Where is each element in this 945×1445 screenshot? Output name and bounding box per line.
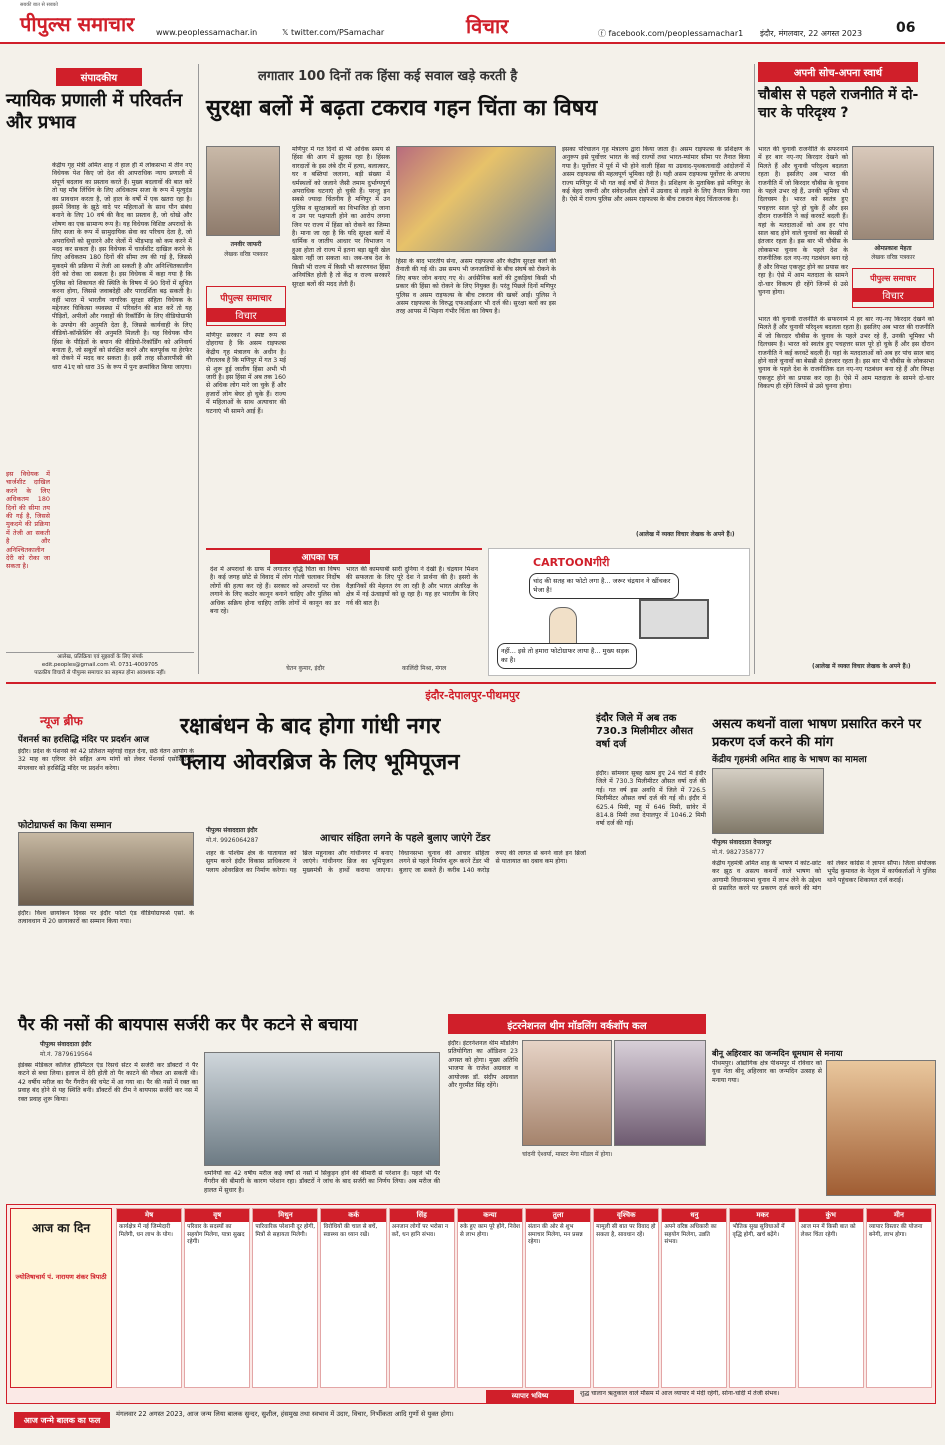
editorial-label: संपादकीय bbox=[56, 68, 142, 86]
sign-text: अनजान लोगों पर भरोसा न करें, धन हानि संभव। bbox=[391, 1224, 449, 1238]
twitter-icon: 𝕏 bbox=[282, 28, 291, 37]
masthead bbox=[0, 0, 945, 44]
main-title-2: फ्लाय ओवरब्रिज के लिए भूमिपूजन bbox=[180, 750, 460, 775]
speech-byline: पीपुल्स संवाददाता देपालपुर bbox=[712, 839, 772, 846]
sign-card bbox=[729, 1208, 795, 1388]
city-band: इंदौर-देपालपुर-पीथमपुर bbox=[425, 689, 520, 702]
sign-text: कार्यक्षेत्र में नई जिम्मेदारी मिलेगी, धन लाभ के योग। bbox=[119, 1224, 173, 1238]
band-rule bbox=[6, 682, 936, 684]
sign-card bbox=[866, 1208, 932, 1388]
sign-text: संतान की ओर से शुभ समाचार मिलेगा, मन प्रसन्न रहेगा। bbox=[527, 1224, 583, 1246]
author-photo bbox=[206, 146, 280, 236]
main-subhead: आचार संहिता लगने के पहले बुलाए जाएंगे टेंडर bbox=[320, 833, 491, 844]
lead-col2: मणिपुर में गत दिनों से भी अधिक समय से हिंसा की आग में झुलस रहा है। हिंसक वारदातों के इस लंबे दौर में हत्या, बलात्कार, घर व बस्तियां जलाना, बड़ी संख्या में धर्मस्थलों को जलाने जैसी तमाम दुर्भाग्यपूर्ण अपराधिक घटनाएं हो चुकी हैं। परन्तु इन सबसे ज्यादा चिंतनीय है मणिपुर में उन पुलिस व सुरक्षाबलों का विभाजित हो जाना व उन पर पक्षपाती होने का आरोप लगना जिन पर राज्य में हिंसा को रोकने का जिम्मा है। माना जा रहा है कि यदि सुरक्षा बलों में धार्मिक व जातीय आधार पर विभाजन न हुआ होता तो राज्य में इतना बड़ा खूनी खेल खेला नहीं जा सकता था। जब-जब देश के किसी भी राज्य में किसी भी कारणवश हिंसा अनियंत्रित होती है तो केंद्र व राज्य सरकारें सुरक्षा बलों की मदद लेती हैं। bbox=[292, 146, 390, 288]
logo: पीपुल्स समाचार bbox=[20, 12, 135, 36]
twitter-link[interactable]: 𝕏 twitter.com/PSamachar bbox=[282, 28, 385, 37]
divider bbox=[198, 64, 199, 674]
sign-name: मेष bbox=[117, 1209, 181, 1222]
right-strip: अपनी सोच-अपना स्वार्थ bbox=[758, 62, 918, 82]
biz-text: शुद्ध चालान ऋतुकाल वाले मौसम में आज व्यापार में मंदी रहेगी, सोना-चांदी में तेजी संभव। bbox=[580, 1390, 780, 1397]
facebook-link[interactable]: ⓕ facebook.com/peoplessamachar1 bbox=[598, 29, 744, 38]
sign-name: वृश्चिक bbox=[594, 1209, 658, 1222]
brief1-title: पेंशनर्स का हरसिद्धि मंदिर पर प्रदर्शन आज bbox=[18, 735, 149, 745]
lead-author: तनवीर जाफरी bbox=[230, 241, 262, 248]
letter-2: भारत की कामयाबी सारी दुनिया ने देखी है। चंद्रयान मिशन की सफलता के लिए पूरे देश ने प्रार्थना की है। इसरो के वैज्ञानिकों की मेहनत रंग ला रही है और भारत अंतरिक्ष के क्षेत्र में नई ऊंचाइयों को छू रहा है। यह हर भारतीय के लिए गर्व की बात है। bbox=[346, 566, 478, 607]
right-body: भारत की चुनावी राजनीति के सफरनामे में हर बार नए-नए किरदार देखने को मिलते हैं और चुनावी परिदृश्य बदलता रहता है। इसलिए अब भारत की राजनीति में जो किरदार चौबीस के चुनाव के पहले उभर रहे हैं, उनकी भूमिका भी दिलचस्प है। भारत को स्वतंत्र हुए पचहत्तर साल पूरे हो चुके हैं और इस दौरान राजनीति ने कई करवटें बदली हैं। यहां के मतदाताओं को अब हर पांच साल बाद होने वाले चुनावों का बेसब्री से इंतजार रहता है। इस बार भी चौबीस के लोकसभा चुनाव के पहले देश के राजनीतिक दल नए-नए गठबंधन बना रहे हैं और विपक्ष एकजुट होने का प्रयास कर रहा है। ऐसे में आम मतदाता के सामने दो-चार विकल्प ही रहेंगे जिनमें से उसे चुनना होगा। bbox=[758, 316, 934, 391]
sign-text: व्यापार विस्तार की योजना बनेगी, लाभ होगा। bbox=[868, 1224, 923, 1238]
brief-label: न्यूज ब्रीफ bbox=[40, 714, 83, 728]
model-title: इंटरनेशनल थीम मॉडलिंग वर्कशॉप कल bbox=[448, 1014, 706, 1034]
right-inline-logo: पीपुल्स समाचार विचार bbox=[852, 268, 934, 308]
lead-col4: इसका परिचालन गृह मंत्रालय द्वारा किया जाता है। असम राइफल्स के प्रशिक्षण के अनुरूप इसे पूर्वोत्तर भारत के कई राज्यों तथा भारत-म्यांमार सीमा पर तैनात किया गया है। पूर्वोत्तर में पूर्व में भी होने वाली हिंसा या उग्रवाद-पृथकतावादी आंदोलनों में असम राइफल्स की महत्वपूर्ण भूमिका रही है। यही असम राइफल्स पूर्वोत्तर के अपराध राज्य मणिपुर में भी गत कई वर्षों से तैनात है। प्रशिक्षण के मुताबिक इसे मणिपुर के कई बेहद जरूरी और संवेदनशील क्षेत्रों में उग्रवाद से लड़ने के लिए तैनात किया गया है। ऐसे में राज्य पुलिस और असम राइफल्स के बीच टकराव बेहद चिंताजनक है। bbox=[562, 146, 750, 204]
right-author-photo bbox=[852, 146, 934, 240]
sign-name: मीन bbox=[867, 1209, 931, 1222]
footer-disclaimer: पाठकीय विचारों से पीपुल्स समाचार का सहमत होना आवश्यक नहीं। bbox=[34, 670, 166, 676]
sign-card bbox=[184, 1208, 250, 1388]
model-caption: चांदनी ऐश्वर्या, मास्टर मेगा मॉडल में होगा। bbox=[522, 1151, 613, 1158]
horoscope-side bbox=[10, 1208, 112, 1388]
rain-title: इंदौर जिले में अब तक 730.3 मिलीमीटर औसत वर्षा दर्ज bbox=[596, 713, 693, 750]
horoscope-title: आज का दिन bbox=[32, 1221, 90, 1235]
sign-card bbox=[320, 1208, 386, 1388]
lead-title: सुरक्षा बलों में बढ़ता टकराव गहन चिंता का विषय bbox=[206, 96, 598, 121]
surgery-byline: पीपुल्स संवाददाता इंदौर bbox=[40, 1041, 92, 1048]
pith-title: बीनू अहिरवार का जन्मदिन धूमधाम से मनाया bbox=[712, 1049, 843, 1058]
cartoon-monitor bbox=[639, 599, 709, 639]
sign-card bbox=[661, 1208, 727, 1388]
dateline: इंदौर, मंगलवार, 22 अगस्त 2023 bbox=[760, 29, 863, 38]
surgery-body: इंडेक्स मेडिकल कॉलेज हॉस्पिटल एंड रिसर्च सेंटर में सर्जरी कर डॉक्टरों ने पैर कटने से बचा लिया। इलाज में देरी होती तो पैर काटने की नौबत आ सकती थी। 42 वर्षीय मरीज का पैर गैंगरीन की चपेट में आ गया था। पैर की नसों में रक्त का प्रवाह बंद होने से यह स्थिति बनी। डॉक्टरों की टीम ने बायपास सर्जरी कर नस में रक्त प्रवाह शुरू किया। bbox=[18, 1062, 198, 1103]
surgery-mobile: मो.नं. 7879619564 bbox=[40, 1051, 93, 1058]
photographers-photo bbox=[18, 832, 194, 906]
sign-card bbox=[389, 1208, 455, 1388]
sign-text: रुके हुए काम पूरे होंगे, निवेश से लाभ होगा। bbox=[459, 1224, 520, 1238]
lead-author-role: लेखक वरिष्ठ पत्रकार bbox=[224, 251, 268, 258]
footer-contact-label: आलेख, प्रतिक्रिया एवं सुझावों के लिए संपर्क bbox=[57, 654, 143, 660]
sign-name: मिथुन bbox=[253, 1209, 317, 1222]
protest-photo bbox=[396, 146, 556, 252]
sign-name: वृष bbox=[185, 1209, 249, 1222]
website-link[interactable]: www.peoplessamachar.in bbox=[156, 28, 258, 37]
main-byline: पीपुल्स संवाददाता इंदौर bbox=[206, 827, 258, 834]
sign-text: अपने वरिष्ठ अधिकारी का सहयोग मिलेगा, उन्नति संभव। bbox=[664, 1224, 717, 1246]
lead-col1: मणिपुर सरकार ने स्पष्ट रूप से दोहराया है कि असम राइफल्स केंद्रीय गृह मंत्रालय के अधीन है। गौरतलब है कि मणिपुर में गत 3 मई से शुरू हुई जातीय हिंसा अभी भी जारी है। इस हिंसा में अब तक 160 से अधिक लोग मारे जा चुके हैं और हजारों लोग बेघर हो चुके हैं। राज्य में महिलाओं के साथ अत्याचार की घटनाएं भी सामने आई हैं। bbox=[206, 332, 286, 415]
cartoon-title: CARTOONगीरी bbox=[533, 556, 610, 569]
sign-card bbox=[593, 1208, 659, 1388]
sign-name: धनु bbox=[662, 1209, 726, 1222]
main-mobile: मो.नं. 9926064287 bbox=[206, 837, 259, 844]
page-number: 06 bbox=[896, 20, 916, 36]
sign-name: कर्क bbox=[321, 1209, 385, 1222]
biz-label: व्यापार भविष्य bbox=[486, 1390, 574, 1404]
masthead-tagline: सबकी बात से सबको bbox=[20, 2, 58, 8]
model-photo-2 bbox=[614, 1040, 706, 1146]
right-author-role: लेखक वरिष्ठ पत्रकार bbox=[871, 254, 915, 261]
rain-body: इंदौर। सोमवार सुबह खत्म हुए 24 घंटों में इंदौर जिले में 730.3 मिलीमीटर औसत वर्षा दर्ज की गई। गत वर्ष इस अवधि में जिले में 726.5 मिलीमीटर औसत वर्षा दर्ज की गई थी। इंदौर में 625.4 मिमी, महू में 646 मिमी, सांवेर में 814.8 मिमी तथा देपालपुर में 1046.2 मिमी वर्षा दर्ज की गई। bbox=[596, 770, 706, 828]
birthday-photo bbox=[826, 1060, 936, 1196]
brief1-body: इंदौर। प्रदेश के पेंशनर्स को 42 प्रतिशत महंगाई राहत देना, छठे वेतन आयोग के 32 माह का एरियर देने सहित अन्य मांगों को लेकर पेंशनर्स एसोसिएशन मंगलवार को हरसिद्धि मंदिर पर प्रदर्शन करेगा। bbox=[18, 748, 194, 772]
sign-card bbox=[457, 1208, 523, 1388]
sign-text: आज मन में किसी बात को लेकर चिंता रहेगी। bbox=[800, 1224, 856, 1238]
model-body: इंदौर। इंटरनेशनल थीम मॉडलिंग प्रतियोगिता का ऑडिशन 23 अगस्त को होगा। मुख्य अतिथि भाजपा के राजेश अग्रवाल व आयोजक डॉ. संदीप अग्रवाल और गुरमीत सिंह रहेंगे। bbox=[448, 1040, 518, 1090]
editorial-pullquote: इस विधेयक में चार्जशीट दाखिल करने के लिए अधिकतम 180 दिनों की सीमा तय की गई है, जिससे मुकदमे की प्रक्रिया में तेजी आ सकती है और अनिश्चितकालीन देरी को रोका जा सकता है। bbox=[6, 470, 50, 570]
sign-text: मामूली सी बात पर विवाद हो सकता है, सावधान रहें। bbox=[596, 1224, 656, 1238]
facebook-icon: ⓕ bbox=[598, 29, 609, 38]
editorial-title: न्यायिक प्रणाली में परिवर्तन और प्रभाव bbox=[6, 90, 183, 133]
sign-card bbox=[525, 1208, 591, 1388]
speech-photo bbox=[712, 768, 824, 834]
birth-text: मंगलवार 22 अगस्त 2023, आज जन्म लिया बालक सुन्दर, सुशील, हंसमुख तथा स्वभाव में उदार, विचार, निर्भीकता आदि गुणों से युक्त होगा। bbox=[116, 1410, 454, 1418]
cartoon-panel bbox=[488, 548, 750, 676]
editorial-body: केंद्रीय गृह मंत्री अमित शाह ने हाल ही में लोकसभा में तीन नए विधेयक पेश किए जो देश की आपराधिक न्याय प्रणाली में संपूर्ण बदलाव का प्रस्ताव करते हैं। मुख्य बदलावों की बात करें तो यह मॉब लिंचिंग के लिए अधिकतम सजा के रूप में मृत्युदंड का प्रावधान करता है, जो हाल के वर्षों में एक खतरा रहा है। इसमें विवाह के झूठे वादे पर महिलाओं के साथ यौन संबंध बनाने के लिए 10 वर्ष की कैद का प्रस्ताव है, जो धोखे और शोषण का एक सामान्य रूप है। यह विधेयक विशिष्ट अपराधों के लिए सजा के रूप में सामुदायिक सेवा का परिचय देता है, जो अपराधियों को सुधारने और जेलों में भीड़भाड़ को कम करने में मदद कर सकता है। इस विधेयक में चार्जशीट दाखिल करने के लिए अधिकतम 180 दिनों की सीमा तय की गई है, जिससे मुकदमे की प्रक्रिया में तेजी आ सकती है और अनिश्चितकालीन देरी को रोका जा सकता है। इस विधेयक में कहा गया है कि पुलिस को शिकायत की स्थिति के विषय में 90 दिनों में सूचित करना होगा, जिससे जवाबदेही और पारदर्शिता बढ़ सकती है। वहीं भारत में भारतीय नागरिक सुरक्षा संहिता विधेयक के मद्देनजर चिकित्सा व्यवस्था में परिवर्तन की बात करें तो यह पीड़ितों, अपीलों और गवाहों की रिकॉर्डिंग के लिए वीडियोग्राफी के उपयोग की अनुमति देता है, जिससे कार्यवाही के लिए वीडियो-कॉन्फ्रेंसिंग की अनुमति मिलती है। यह विधेयक यौन हिंसा के पीड़ितों के बयान की वीडियो-रिकॉर्डिंग को अनिवार्य बनाता है, जो सबूतों को संरक्षित करने और बलपूर्वक या हेरफेर को रोकने में मदद कर सकता है। इसी तरह सीआरपीसी की धारा 41ए को धारा 35 के रूप में पुनः क्रमांकित किया जाएगा। bbox=[52, 162, 192, 371]
astrologer: ज्योतिषाचार्य पं. नारायण शंकर त्रिपाठी bbox=[15, 1273, 107, 1281]
model-photo bbox=[522, 1040, 612, 1146]
sign-card bbox=[798, 1208, 864, 1388]
sign-name: तुला bbox=[526, 1209, 590, 1222]
speech-body: केंद्रीय गृहमंत्री अमित शाह के भाषण में कांट-छांट कर झूठ व असत्य कथनों वाले भाषण को आगामी विधानसभा चुनाव में लाभ लेने के उद्देश्य से प्रसारित करने पर प्रकरण दर्ज करने की मांग को लेकर कांग्रेस ने ज्ञापन सौंपा। जिला संयोजक भूपेंद्र कुमावत के नेतृत्व में कार्यकर्ताओं ने पुलिस थाने पहुंचकर शिकायत दर्ज कराई। bbox=[712, 860, 936, 893]
signs-grid bbox=[116, 1208, 932, 1388]
footer-contact-email: edit.peoples@gmail.com मो. 0731-4009705 bbox=[41, 662, 159, 668]
cartoon-bubble-2: नहीं... इसे तो हमारा फोटोग्राफर लाया है... मुख्य सड़क का है। bbox=[497, 643, 637, 669]
brief2-body: इंदौर। विश्व छायांकन दिवस पर इंदौर फोटो एंड वीडियोग्राफर्स एसो. के तत्वावधान में 20 छायाकारों का सम्मान किया गया। bbox=[18, 910, 194, 926]
speech-title: असत्य कथनों वाला भाषण प्रसारित करने पर प्रकरण दर्ज करने की मांग bbox=[712, 717, 922, 750]
sign-name: कन्या bbox=[458, 1209, 522, 1222]
lead-col3: हिंसा के बाद भारतीय सेना, असम राइफल्स और केंद्रीय सुरक्षा बलों की तैनाती की गई थी। उस समय भी जनजातियों के बीच संघर्ष को रोकने के लिए बफर जोन बनाए गए थे। अर्धसैनिक बलों की टुकड़ियां किसी भी प्रकार की हिंसा को रोकने के लिए नियुक्त हैं। परंतु पिछले दिनों मणिपुर पुलिस व असम राइफल्स के बीच टकराव की खबरें आईं। पुलिस ने असम राइफल्स के विरुद्ध एफआईआर भी दर्ज की। सुरक्षा बलों का इस तरह आपस में भिड़ना गंभीर चिंता का विषय है। bbox=[396, 258, 556, 316]
speech-mobile: मो.नं. 9827358777 bbox=[712, 849, 765, 856]
editorial-footer bbox=[6, 652, 194, 677]
sign-text: भौतिक सुख सुविधाओं में वृद्धि होगी, खर्च बढ़ेंगे। bbox=[732, 1224, 785, 1238]
letters-title: आपका पत्र bbox=[270, 549, 370, 564]
letter-2-signature: कालिंदी मिश्रा, मंगल bbox=[402, 665, 447, 672]
letters-box bbox=[206, 548, 482, 676]
pith-body: पीथमपुर। ओद्योगिक क्षेत्र पीथमपुर में रविवार को युवा नेता बीनू अहिरवार का जन्मदिन उत्साह से मनाया गया। bbox=[712, 1060, 822, 1084]
sign-text: परिवार के सदस्यों का सहयोग मिलेगा, यात्रा सुखद रहेगी। bbox=[187, 1224, 245, 1246]
inline-logo: पीपुल्स समाचार विचार bbox=[206, 286, 286, 326]
sign-text: विरोधियों की चाल से बचें, स्वास्थ्य का ध्यान रखें। bbox=[323, 1224, 378, 1238]
right-body-top: भारत की चुनावी राजनीति के सफरनामे में हर बार नए-नए किरदार देखने को मिलते हैं और चुनावी परिदृश्य बदलता रहता है। इसलिए अब भारत की राजनीति में जो किरदार चौबीस के चुनाव के पहले उभर रहे हैं, उनकी भूमिका भी दिलचस्प है। भारत को स्वतंत्र हुए पचहत्तर साल पूरे हो चुके हैं और इस दौरान राजनीति ने कई करवटें बदली हैं। यहां के मतदाताओं को अब हर पांच साल बाद होने वाले चुनावों का बेसब्री से इंतजार रहता है। इस बार भी चौबीस के लोकसभा चुनाव के पहले देश के राजनीतिक दल नए-नए गठबंधन बना रहे हैं और विपक्ष एकजुट होने का प्रयास कर रहा है। ऐसे में आम मतदाता के सामने दो-चार विकल्प ही रहेंगे जिनमें से उसे चुनना होगा। bbox=[758, 146, 848, 296]
right-title: चौबीस से पहले राजनीति में दो-चार के परिदृश्य ? bbox=[758, 87, 919, 121]
surgery-body-2: धमनियों का 42 वर्षीय मरीज कई वर्षों से नसों में सिकुड़न होने की बीमारी से परेशान है। पहले भी पैर गैंगरीन की बीमारी के कारण परेशान रहा। डॉक्टरों ने जांच के बाद सर्जरी का निर्णय लिया। अब मरीज की हालत में सुधार है। bbox=[204, 1170, 440, 1194]
sign-name: कुंभ bbox=[799, 1209, 863, 1222]
cartoon-bubble-1: चांद की सतह का फोटो लगा है... जरूर चंद्रयान ने खींचकर भेजा है! bbox=[529, 573, 679, 599]
sign-card bbox=[252, 1208, 318, 1388]
section-title: विचार bbox=[466, 14, 509, 38]
main-title-1: रक्षाबंधन के बाद होगा गांधी नगर bbox=[180, 714, 441, 739]
right-credit: (आलेख में व्यक्त विचार लेखक के अपने हैं।) bbox=[812, 663, 911, 670]
surgery-title: पैर की नसों की बायपास सर्जरी कर पैर कटने से बचाया bbox=[18, 1015, 358, 1035]
right-author: ओमप्रकाश मेहता bbox=[874, 245, 912, 252]
divider bbox=[754, 64, 755, 674]
letter-1: देश में अपराधों के ग्राफ में लगातार वृद्धि चिंता का विषय है। कई जगह छोटे से विवाद में लोग गोली चलाकर निर्दोष लोगों की हत्या कर रहे हैं। सरकार को अपराधों पर रोक लगाने के लिए कठोर कानून बनाने चाहिए और पुलिस को अधिक सक्रिय होना चाहिए ताकि लोगों में कानून का डर बना रहे। bbox=[210, 566, 340, 616]
lead-kicker: लगातार 100 दिनों तक हिंसा कई सवाल खड़े करती है bbox=[258, 69, 518, 84]
main-body: शहर के पश्चिम क्षेत्र के यातायात को सुगम करने इंदौर विकास प्राधिकरण ने फ्लाय ओवरब्रिज का निर्माण करेगा। यह ब्रिज महूनाका और गांधीनगर में बनाए जाएंगे। गांधीनगर ब्रिज का भूमिपूजन मुख्यमंत्री के हाथों कराया जाएगा। विधानसभा चुनाव की आचार संहिता लगने से पहले निर्माण शुरू करने टेंडर भी बुलाए जा सकते हैं। करीब 140 करोड़ रुपए की लागत से बनने वाले इन ब्रिजों से यातायात का दबाव कम होगा। bbox=[206, 850, 586, 874]
sign-card bbox=[116, 1208, 182, 1388]
cartoon-figure bbox=[549, 607, 577, 647]
sign-text: पारिवारिक परेशानी दूर होगी, मित्रों से सहायता मिलेगी। bbox=[255, 1224, 316, 1238]
letter-1-signature: चेतन कुमार, इंदौर bbox=[286, 665, 325, 672]
sign-name: सिंह bbox=[390, 1209, 454, 1222]
lead-credit: (आलेख में व्यक्त विचार लेखक के अपने हैं।) bbox=[636, 531, 735, 538]
sign-name: मकर bbox=[730, 1209, 794, 1222]
brief2-title: फोटोग्राफर्स का किया सम्मान bbox=[18, 821, 112, 831]
speech-subhead: केंद्रीय गृहमंत्री अमित शाह के भाषण का मामला bbox=[712, 755, 867, 765]
birth-band: आज जन्मे बालक का फल bbox=[14, 1412, 110, 1428]
doctors-photo bbox=[204, 1052, 440, 1166]
